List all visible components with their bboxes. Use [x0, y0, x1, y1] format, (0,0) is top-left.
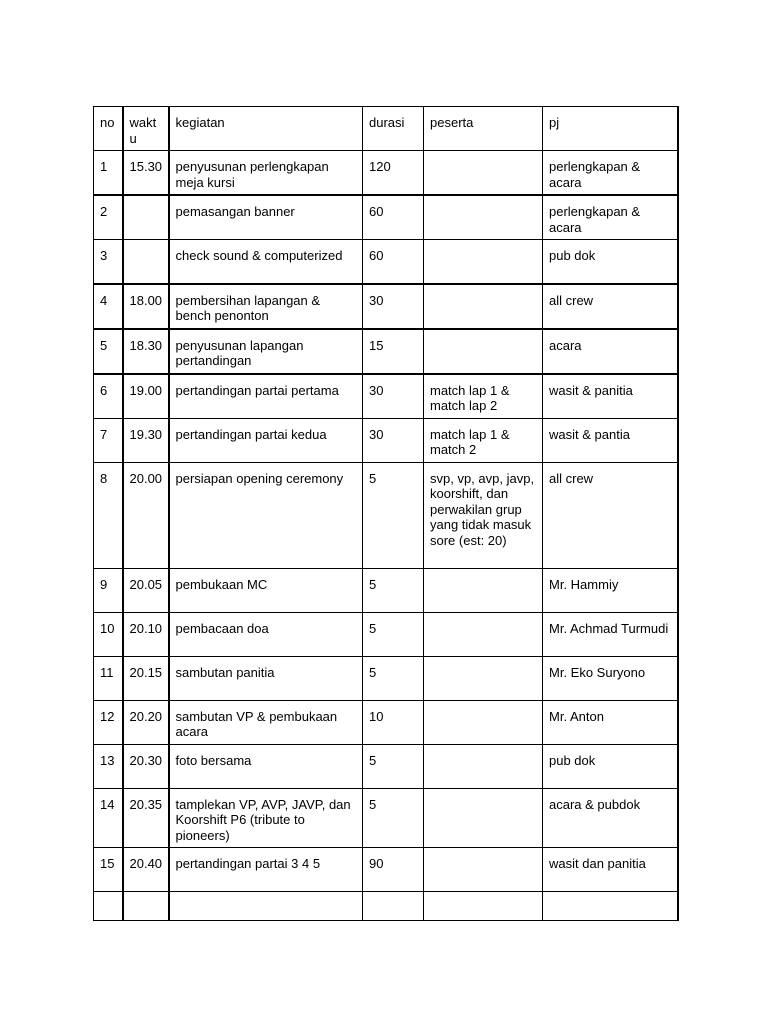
cell-no: 6 — [94, 374, 123, 419]
header-no: no — [94, 107, 123, 151]
cell-durasi: 5 — [363, 656, 424, 700]
table-row — [94, 151, 678, 196]
cell-pj: all crew — [543, 462, 678, 568]
cell-kegiatan — [169, 892, 363, 921]
cell-kegiatan: sambutan VP & pembukaan acara — [169, 700, 363, 744]
cell-durasi: 10 — [363, 700, 424, 744]
cell-waktu: 18.30 — [123, 329, 169, 374]
cell-waktu: 20.00 — [123, 462, 169, 568]
table-row — [94, 418, 678, 462]
schedule-body — [94, 107, 678, 921]
cell-waktu — [123, 240, 169, 284]
table-row — [94, 374, 678, 419]
table-row — [94, 462, 678, 568]
cell-kegiatan: sambutan panitia — [169, 656, 363, 700]
cell-peserta: match lap 1 & match lap 2 — [424, 374, 543, 419]
cell-kegiatan: pertandingan partai 3 4 5 — [169, 848, 363, 892]
cell-pj: acara & pubdok — [543, 788, 678, 848]
cell-durasi: 5 — [363, 462, 424, 568]
cell-peserta — [424, 656, 543, 700]
table-row — [94, 284, 678, 329]
cell-no: 13 — [94, 744, 123, 788]
cell-pj: all crew — [543, 284, 678, 329]
cell-peserta — [424, 284, 543, 329]
cell-peserta — [424, 240, 543, 284]
cell-waktu: 20.10 — [123, 612, 169, 656]
cell-kegiatan: persiapan opening ceremony — [169, 462, 363, 568]
cell-kegiatan: penyusunan lapangan pertandingan — [169, 329, 363, 374]
table-row — [94, 744, 678, 788]
cell-peserta — [424, 892, 543, 921]
cell-peserta — [424, 195, 543, 240]
cell-kegiatan: check sound & computerized — [169, 240, 363, 284]
cell-waktu: 20.05 — [123, 568, 169, 612]
cell-waktu: 20.35 — [123, 788, 169, 848]
cell-no: 4 — [94, 284, 123, 329]
cell-no: 15 — [94, 848, 123, 892]
cell-durasi — [363, 892, 424, 921]
cell-waktu — [123, 195, 169, 240]
table-row — [94, 568, 678, 612]
cell-no: 2 — [94, 195, 123, 240]
cell-kegiatan: tamplekan VP, AVP, JAVP, dan Koorshift P6 (tribute to pioneers) — [169, 788, 363, 848]
table-row — [94, 848, 678, 892]
cell-kegiatan: penyusunan perlengkapan meja kursi — [169, 151, 363, 196]
cell-waktu: 20.15 — [123, 656, 169, 700]
cell-no — [94, 892, 123, 921]
table-row — [94, 700, 678, 744]
cell-durasi: 5 — [363, 612, 424, 656]
cell-pj: Mr. Anton — [543, 700, 678, 744]
cell-no: 10 — [94, 612, 123, 656]
cell-durasi: 5 — [363, 744, 424, 788]
cell-durasi: 120 — [363, 151, 424, 196]
cell-no: 9 — [94, 568, 123, 612]
cell-kegiatan: pembacaan doa — [169, 612, 363, 656]
cell-pj: perlengkapan & acara — [543, 195, 678, 240]
cell-peserta — [424, 151, 543, 196]
cell-waktu: 15.30 — [123, 151, 169, 196]
header-durasi: durasi — [363, 107, 424, 151]
cell-waktu: 19.00 — [123, 374, 169, 419]
table-row — [94, 788, 678, 848]
cell-durasi: 30 — [363, 284, 424, 329]
cell-durasi: 30 — [363, 374, 424, 419]
schedule-table — [93, 106, 679, 921]
cell-durasi: 5 — [363, 788, 424, 848]
table-row — [94, 329, 678, 374]
cell-kegiatan: foto bersama — [169, 744, 363, 788]
cell-kegiatan: pertandingan partai pertama — [169, 374, 363, 419]
table-row — [94, 240, 678, 284]
cell-waktu: 20.30 — [123, 744, 169, 788]
cell-durasi: 30 — [363, 418, 424, 462]
cell-waktu: 18.00 — [123, 284, 169, 329]
cell-durasi: 15 — [363, 329, 424, 374]
cell-pj: acara — [543, 329, 678, 374]
cell-pj: Mr. Achmad Turmudi — [543, 612, 678, 656]
header-peserta: peserta — [424, 107, 543, 151]
cell-waktu: 20.40 — [123, 848, 169, 892]
cell-no: 12 — [94, 700, 123, 744]
header-row — [94, 107, 678, 151]
cell-peserta — [424, 788, 543, 848]
cell-peserta — [424, 612, 543, 656]
cell-waktu — [123, 892, 169, 921]
cell-durasi: 5 — [363, 568, 424, 612]
cell-no: 11 — [94, 656, 123, 700]
cell-peserta: svp, vp, avp, javp, koorshift, dan perwakilan grup yang tidak masuk sore (est: 20) — [424, 462, 543, 568]
cell-durasi: 90 — [363, 848, 424, 892]
cell-no: 3 — [94, 240, 123, 284]
header-kegiatan: kegiatan — [169, 107, 363, 151]
cell-pj: perlengkapan & acara — [543, 151, 678, 196]
cell-pj: pub dok — [543, 744, 678, 788]
cell-pj: Mr. Eko Suryono — [543, 656, 678, 700]
cell-no: 14 — [94, 788, 123, 848]
cell-no: 8 — [94, 462, 123, 568]
cell-peserta — [424, 744, 543, 788]
cell-peserta — [424, 568, 543, 612]
cell-peserta — [424, 848, 543, 892]
cell-pj: wasit dan panitia — [543, 848, 678, 892]
table-row — [94, 612, 678, 656]
table-row — [94, 892, 678, 921]
header-waktu: waktu — [123, 107, 169, 151]
cell-durasi: 60 — [363, 240, 424, 284]
cell-peserta: match lap 1 & match 2 — [424, 418, 543, 462]
cell-peserta — [424, 329, 543, 374]
cell-waktu: 19.30 — [123, 418, 169, 462]
cell-no: 7 — [94, 418, 123, 462]
cell-kegiatan: pertandingan partai kedua — [169, 418, 363, 462]
header-pj: pj — [543, 107, 678, 151]
cell-durasi: 60 — [363, 195, 424, 240]
cell-kegiatan: pembukaan MC — [169, 568, 363, 612]
table-row — [94, 195, 678, 240]
cell-pj: pub dok — [543, 240, 678, 284]
cell-kegiatan: pemasangan banner — [169, 195, 363, 240]
cell-kegiatan: pembersihan lapangan & bench penonton — [169, 284, 363, 329]
cell-no: 1 — [94, 151, 123, 196]
cell-no: 5 — [94, 329, 123, 374]
cell-waktu: 20.20 — [123, 700, 169, 744]
cell-pj: wasit & panitia — [543, 374, 678, 419]
cell-pj — [543, 892, 678, 921]
cell-pj: wasit & pantia — [543, 418, 678, 462]
table-row — [94, 656, 678, 700]
cell-pj: Mr. Hammiy — [543, 568, 678, 612]
cell-peserta — [424, 700, 543, 744]
